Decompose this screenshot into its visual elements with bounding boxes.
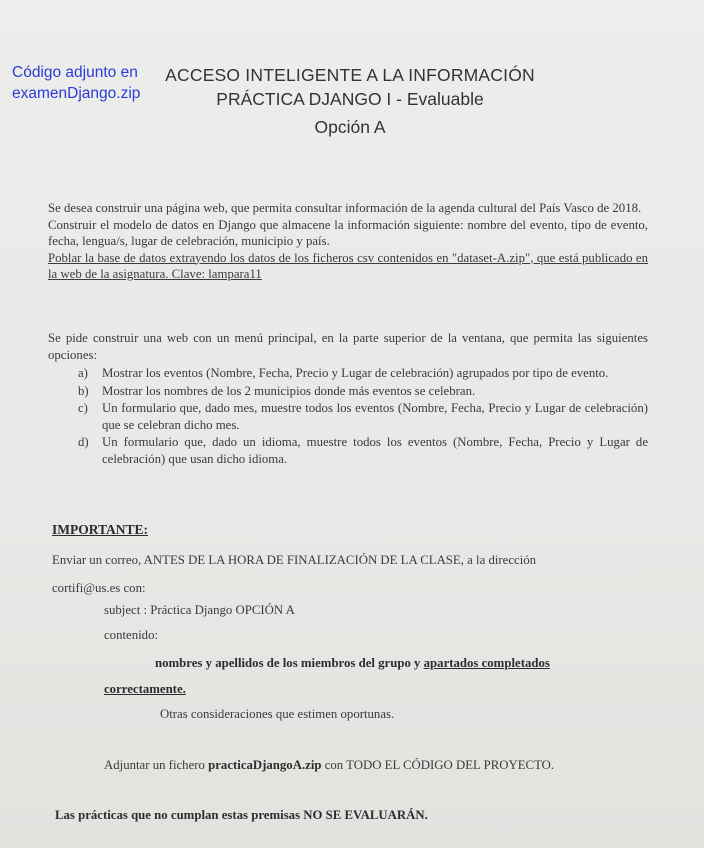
intro-paragraph-2: Construir el modelo de datos en Django que almacene la información siguiente: nombre del evento, tipo de evento, fecha, lengua/s, lugar de celebración, municipio y país.: [48, 217, 648, 248]
list-item-text: Mostrar los eventos (Nombre, Fecha, Precio y Lugar de celebración) agrupados por tipo de evento.: [102, 366, 609, 380]
intro-paragraph-3: Poblar la base de datos extrayendo los datos de los ficheros csv contenidos en "dataset-A.zip", que está publicado en la web de la asignatura. Clave: lampara11: [48, 250, 648, 281]
send-instruction: Enviar un correo, ANTES DE LA HORA DE FINALIZACIÓN DE LA CLASE, a la dirección: [52, 553, 537, 567]
email-content-label: contenido:: [104, 628, 159, 642]
email-address: cortifi@us.es con:: [52, 581, 146, 595]
sections-text: apartados completados: [423, 656, 550, 670]
list-item: [48, 383, 648, 400]
attach-filename: practicaDjangoA.zip: [208, 758, 322, 772]
attach-instruction: [104, 758, 554, 773]
email-subject: subject : Práctica Django OPCIÓN A: [104, 603, 295, 617]
practice-subtitle: PRÁCTICA DJANGO I - Evaluable: [216, 89, 484, 109]
list-item-text: Mostrar los nombres de los 2 municipios donde más eventos se celebran.: [102, 383, 476, 398]
note-line-1: Código adjunto en: [12, 64, 138, 81]
note-line-2: examenDjango.zip: [12, 85, 141, 102]
list-item-key: d): [78, 435, 89, 449]
list-item-key: b): [78, 383, 89, 398]
list-item-key: c): [78, 401, 88, 415]
attach-tail: con TODO EL CÓDIGO DEL PROYECTO.: [321, 758, 555, 772]
list-item-text: Un formulario que, dado mes, muestre todos los eventos (Nombre, Fecha, Precio y Lugar de celebración) que se celebran dicho mes.: [102, 401, 648, 432]
request-section: [48, 330, 648, 468]
final-warning: Las prácticas que no cumplan estas premisas NO SE EVALUARÁN.: [55, 808, 428, 822]
intro-paragraph-1: Se desea construir una página web, que permita consultar información de la agenda cultural del País Vasco de 2018.: [48, 201, 642, 215]
list-item: [48, 400, 648, 433]
list-item: [48, 434, 648, 467]
option-label: Opción A: [314, 117, 386, 137]
names-text: nombres y apellidos de los miembros del grupo y: [155, 656, 424, 670]
document-header: [150, 63, 550, 142]
request-lead: Se pide construir una web con un menú principal, en la parte superior de la ventana, que permita las siguientes opciones:: [48, 331, 648, 362]
correctly-text: correctamente.: [104, 682, 186, 696]
other-considerations: Otras consideraciones que estimen oportunas.: [160, 707, 395, 721]
options-list: [48, 365, 648, 467]
names-requirement: [155, 656, 550, 671]
list-item-key: a): [78, 366, 88, 380]
course-title: ACCESO INTELIGENTE A LA INFORMACIÓN: [165, 65, 535, 85]
intro-section: [48, 200, 648, 283]
attach-lead: Adjuntar un fichero: [104, 758, 209, 772]
handwritten-note: [12, 62, 162, 104]
important-heading: IMPORTANTE:: [52, 522, 149, 537]
list-item-text: Un formulario que, dado un idioma, muestre todos los eventos (Nombre, Fecha, Precio y Lugar de celebración) que usan dicho idioma.: [102, 435, 648, 466]
list-item: [48, 365, 648, 382]
